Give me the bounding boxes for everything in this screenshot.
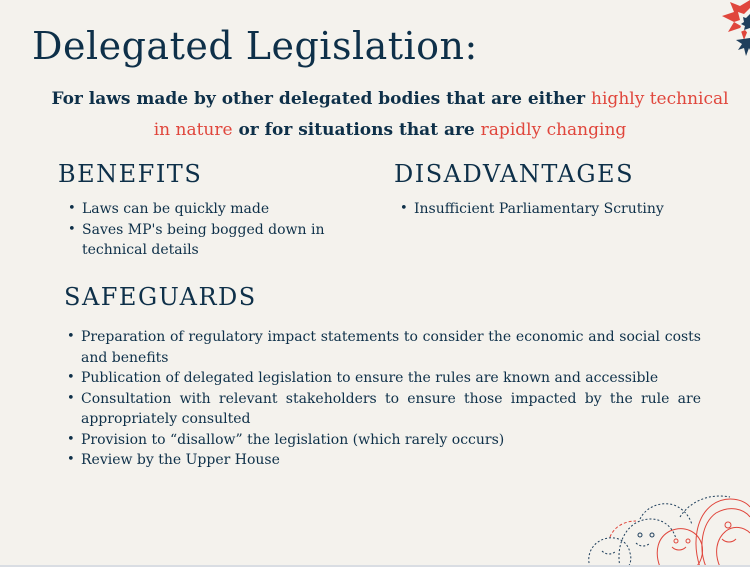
safeguards-item: • Preparation of regulatory impact statements to consider the economic and social costs and benefits (65, 327, 701, 368)
safeguards-item: • Consultation with relevant stakeholders to ensure those impacted by the rule are appropriately consulted (65, 389, 701, 430)
safeguards-item: • Provision to “disallow” the legislation (which rarely occurs) (65, 430, 701, 451)
safeguards-heading: SAFEGUARDS (64, 283, 257, 311)
intro-highlight-technical: highly technical in nature (153, 89, 729, 140)
safeguards-item: • Publication of delegated legislation to ensure the rules are known and accessible (65, 368, 701, 389)
intro-part-1: For laws made by other delegated bodies that are either (51, 89, 592, 109)
benefits-heading: BENEFITS (58, 160, 203, 188)
intro-highlight-changing: rapidly changing (480, 120, 627, 140)
safeguards-item: • Review by the Upper House (65, 450, 701, 471)
decorative-star-icon (708, 0, 750, 58)
benefits-item: • Laws can be quickly made (66, 199, 341, 220)
intro-text (50, 84, 730, 146)
disadvantages-heading: DISADVANTAGES (394, 160, 635, 188)
benefits-item: • Saves MP's being bogged down in technical details (66, 220, 341, 261)
benefits-list (66, 199, 341, 261)
disadvantages-item: • Insufficient Parliamentary Scrutiny (398, 199, 718, 220)
disadvantages-list (398, 199, 718, 220)
page-title: Delegated Legislation: (32, 24, 478, 68)
decorative-faces-illustration-icon (580, 447, 750, 567)
intro-part-2: or for situations that are (232, 120, 481, 140)
